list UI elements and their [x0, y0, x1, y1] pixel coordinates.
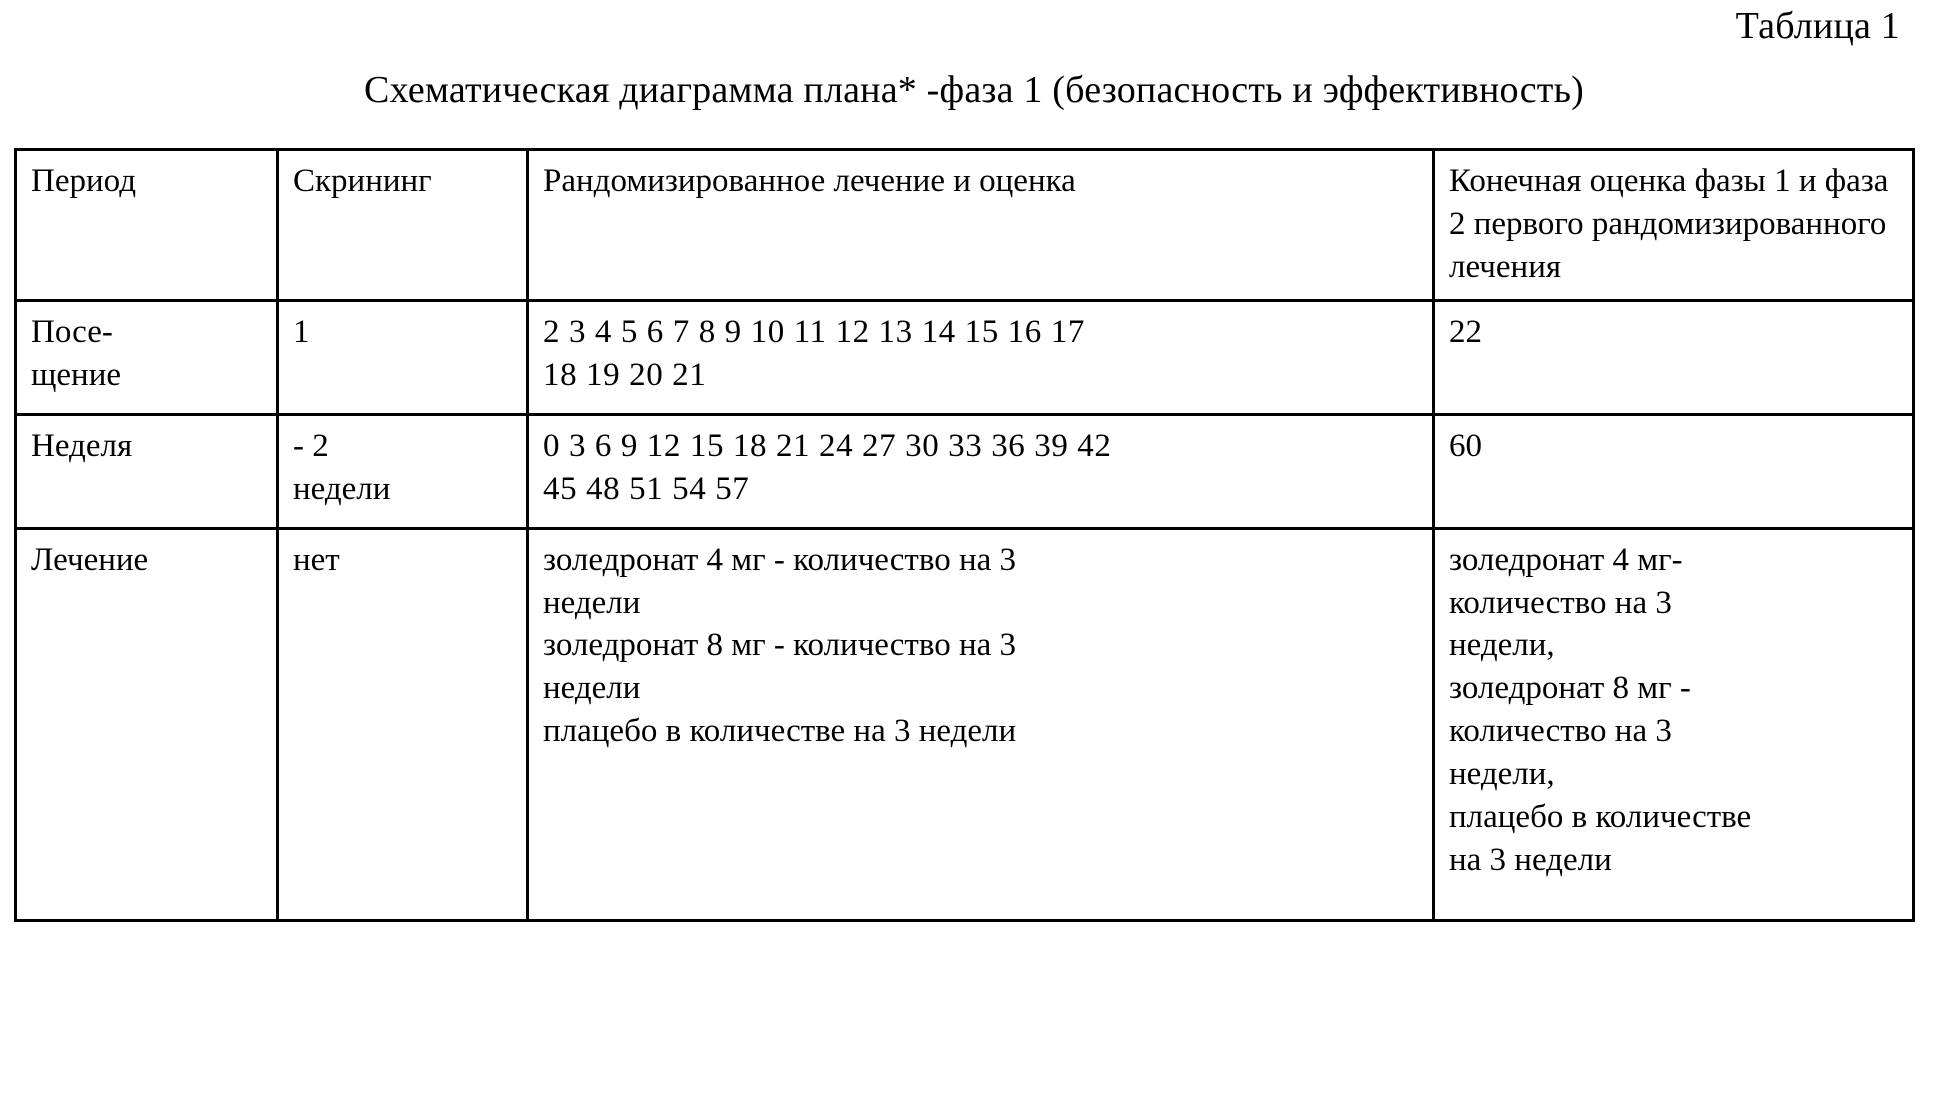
treatment-randomized-values: [528, 528, 1434, 920]
table-header-row: [16, 150, 1914, 301]
visit-randomized-line1: 2 3 4 5 6 7 8 9 10 11 12 13 14 15 16 17: [543, 313, 1085, 350]
table-label: Таблица 1: [1735, 5, 1900, 47]
table-caption: Схематическая диаграмма плана* -фаза 1 (безопасность и эффективность): [364, 69, 1584, 111]
treatment-final-line6: недели,: [1449, 756, 1555, 793]
header-cell-screening: Скрининг: [278, 150, 528, 301]
treatment-randomized-line5: плацебо в количестве на 3 недели: [543, 713, 1017, 750]
treatment-randomized-line2: недели: [543, 584, 641, 621]
week-screening-value: [278, 414, 528, 528]
visit-final-value: 22: [1434, 300, 1914, 414]
schema-table-wrapper: [14, 148, 1912, 922]
visit-randomized-line2: 18 19 20 21: [543, 356, 707, 393]
row-label-week: Неделя: [16, 414, 278, 528]
week-final-value: 60: [1434, 414, 1914, 528]
treatment-final-line5: количество на 3: [1449, 713, 1672, 750]
header-cell-period: Период: [16, 150, 278, 301]
week-screening-line1: - 2: [293, 427, 329, 464]
row-label-visit-line2: щение: [31, 356, 122, 393]
treatment-final-line2: количество на 3: [1449, 584, 1672, 621]
header-cell-final-evaluation: Конечная оценка фазы 1 и фаза 2 первого рандомизированного лечения: [1434, 150, 1914, 301]
treatment-randomized-line3: золедронат 8 мг - количество на 3: [543, 627, 1017, 664]
treatment-final-values: [1434, 528, 1914, 920]
week-screening-line2: недели: [293, 470, 391, 507]
treatment-screening-value: нет: [278, 528, 528, 920]
table-row: [16, 300, 1914, 414]
row-label-treatment: Лечение: [16, 528, 278, 920]
week-randomized-line2: 45 48 51 54 57: [543, 470, 750, 507]
week-randomized-line1: 0 3 6 9 12 15 18 21 24 27 30 33 36 39 42: [543, 427, 1112, 464]
header-cell-randomized: Рандомизированное лечение и оценка: [528, 150, 1434, 301]
visit-randomized-values: [528, 300, 1434, 414]
schema-table: [14, 148, 1915, 922]
table-row: [16, 414, 1914, 528]
treatment-randomized-line1: золедронат 4 мг - количество на 3: [543, 541, 1017, 578]
row-label-visit: [16, 300, 278, 414]
treatment-randomized-line4: недели: [543, 670, 641, 707]
treatment-final-line1: золедронат 4 мг-: [1449, 541, 1683, 578]
treatment-final-line3: недели,: [1449, 627, 1555, 664]
treatment-final-line8: на 3 недели: [1449, 841, 1612, 878]
week-randomized-values: [528, 414, 1434, 528]
row-label-visit-line1: Посе-: [31, 313, 113, 350]
treatment-final-line4: золедронат 8 мг -: [1449, 670, 1691, 707]
treatment-final-line7: плацебо в количестве: [1449, 799, 1752, 836]
visit-screening-value: 1: [278, 300, 528, 414]
table-row: [16, 528, 1914, 920]
